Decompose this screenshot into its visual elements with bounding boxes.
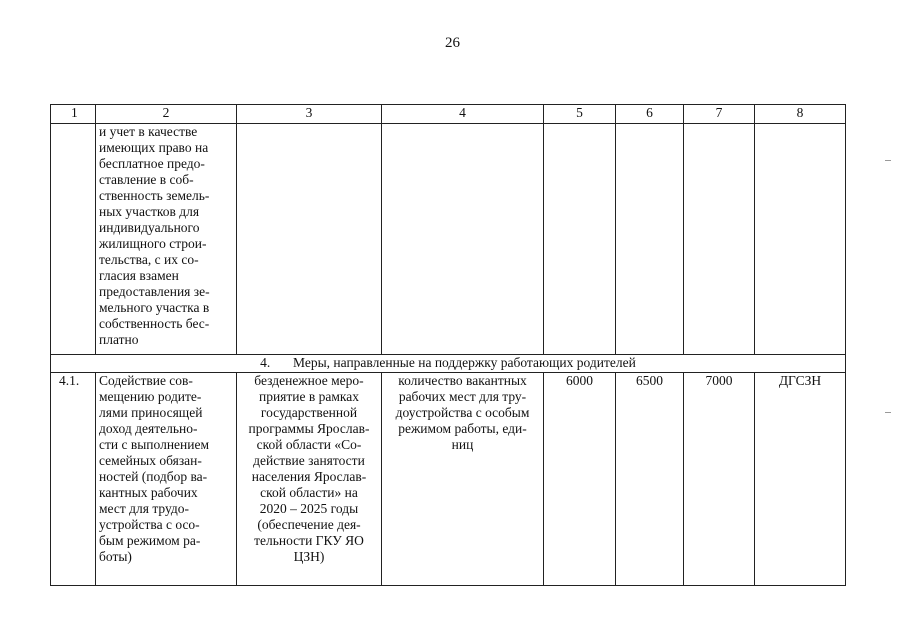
header-cell-3: 3	[237, 105, 382, 124]
cont-cell-3	[237, 124, 382, 355]
header-cell-1: 1	[51, 105, 96, 124]
row-value-5: 6000	[544, 373, 616, 586]
header-cell-7: 7	[684, 105, 755, 124]
page-number: 26	[445, 35, 460, 51]
table-row-continuation	[51, 124, 846, 355]
cont-cell-measure: и учет в качестве имеющих право на бесплатное предо- ставление в соб- ственность земель- ных участков для индивидуального жилищного строи- тельства, с их со- гласия взамен предоставления зе- мельного участка в собственность бес- платно	[96, 124, 237, 355]
measures-table	[50, 104, 846, 586]
cont-cell-7	[684, 124, 755, 355]
cont-cell-8	[755, 124, 846, 355]
header-cell-5: 5	[544, 105, 616, 124]
cont-cell-4	[382, 124, 544, 355]
row-financing: безденежное меро- приятие в рамках государственной программы Ярослав- ской области «Со- действие занятости населения Ярослав- ской области» на 2020 – 2025 годы (обеспечение дея- тельности ГКУ ЯО ЦЗН)	[237, 373, 382, 586]
cont-cell-5	[544, 124, 616, 355]
section-heading	[51, 355, 846, 373]
row-value-6: 6500	[616, 373, 684, 586]
row-executor: ДГСЗН	[755, 373, 846, 586]
row-indicator: количество вакантных рабочих мест для тру- доустройства с особым режимом работы, еди- ниц	[382, 373, 544, 586]
table-row-4-1	[51, 373, 846, 586]
table-header-row	[51, 105, 846, 124]
cont-cell-1	[51, 124, 96, 355]
header-cell-4: 4	[382, 105, 544, 124]
row-value-7: 7000	[684, 373, 755, 586]
row-measure: Содействие сов- мещению родите- лями приносящей доход деятельно- сти с выполнением семейных обязан- ностей (подбор ва- кантных рабочих мест для трудо- устройства с осо- бым режимом ра- боты)	[96, 373, 237, 586]
header-cell-8: 8	[755, 105, 846, 124]
section-row	[51, 355, 846, 373]
row-index: 4.1.	[51, 373, 96, 586]
section-title: Меры, направленные на поддержку работающих родителей	[293, 355, 636, 370]
section-number: 4.	[260, 355, 271, 370]
header-cell-6: 6	[616, 105, 684, 124]
header-cell-2: 2	[96, 105, 237, 124]
cont-cell-6	[616, 124, 684, 355]
scan-mark	[885, 160, 891, 161]
scan-mark	[885, 412, 891, 413]
